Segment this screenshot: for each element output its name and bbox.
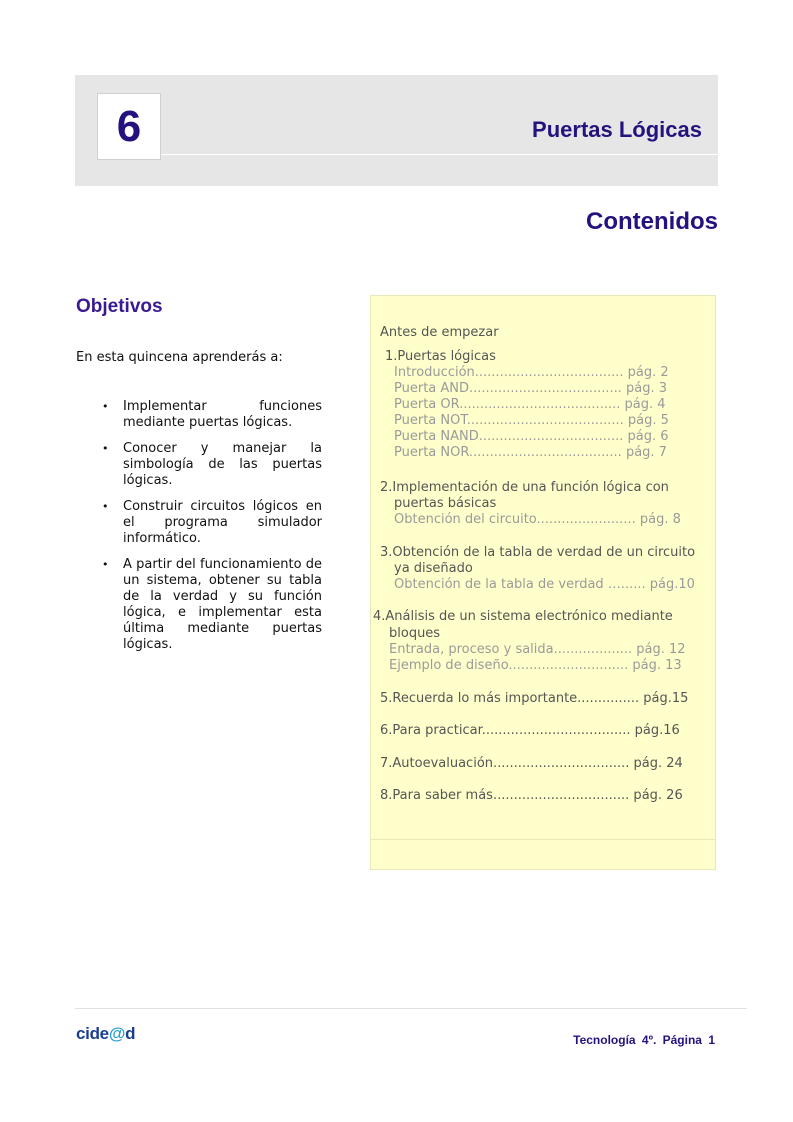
toc-entry-before-start[interactable]: Antes de empezar [380,325,499,340]
toc-entry[interactable]: Puerta AND..................................... pág. 3 [394,381,668,396]
toc-section-1[interactable]: 1.Puertas lógicas [385,349,496,364]
objective-text: A partir del funcionamiento de un sistema, obtener su tabla de la verdad y su función lógica, e implementar esta última mediante puertas lógicas. [123,557,322,652]
objective-item [100,557,322,653]
bullet-icon: • [102,442,109,455]
logo-text-prefix: cide [76,1024,109,1043]
toc-section-5[interactable]: 5.Recuerda lo más importante............... pág.15 [380,691,689,706]
objectives-heading: Objetivos [76,296,163,317]
logo-text-suffix: d [125,1024,136,1043]
toc-section-4-cont: bloques [389,626,441,641]
toc-section-3-cont: ya diseñado [394,561,473,576]
unit-number: 6 [97,93,161,160]
toc-section-7[interactable]: 7.Autoevaluación................................. pág. 24 [380,756,683,771]
logo-at-icon: @ [108,1024,126,1043]
cidead-logo [76,1024,135,1044]
objective-text: Construir circuitos lógicos en el programa simulador informático. [123,499,322,546]
toc-section-2-cont: puertas básicas [394,496,497,511]
toc-entry[interactable]: Ejemplo de diseño............................. pág. 13 [389,658,682,673]
toc-divider [371,839,715,840]
objective-text: Implementar funciones mediante puertas lógicas. [123,399,322,430]
toc-section-6[interactable]: 6.Para practicar.................................... pág.16 [380,723,680,738]
toc-entry[interactable]: Introducción.................................... pág. 2 [394,365,669,380]
toc-entry[interactable]: Puerta OR....................................... pág. 4 [394,397,666,412]
toc-section-4[interactable]: 4.Análisis de un sistema electrónico mediante [373,609,673,624]
table-of-contents [370,295,716,870]
objective-item [100,399,322,431]
objective-text: Conocer y manejar la simbología de las puertas lógicas. [123,441,322,488]
objective-item [100,499,322,547]
toc-entry[interactable]: Obtención del circuito........................ pág. 8 [394,512,681,527]
unit-title: Puertas Lógicas [532,117,702,142]
objectives-intro: En esta quincena aprenderás a: [76,350,283,365]
objectives-list [100,399,322,663]
bullet-icon: • [102,500,109,513]
footer-page-label: Tecnología 4º. Página 1 [573,1033,715,1047]
toc-entry[interactable]: Entrada, proceso y salida................... pág. 12 [389,642,686,657]
toc-section-8[interactable]: 8.Para saber más................................. pág. 26 [380,788,683,803]
contents-heading: Contenidos [586,208,718,235]
toc-entry[interactable]: Puerta NOT...................................... pág. 5 [394,413,669,428]
toc-entry[interactable]: Obtención de la tabla de verdad …...... pág.10 [394,577,695,592]
objective-item [100,441,322,489]
toc-section-2[interactable]: 2.Implementación de una función lógica con [380,480,669,495]
header-divider [160,154,718,155]
bullet-icon: • [102,558,109,571]
bullet-icon: • [102,400,109,413]
toc-entry[interactable]: Puerta NAND................................... pág. 6 [394,429,669,444]
footer-divider [75,1008,747,1009]
toc-entry[interactable]: Puerta NOR..................................... pág. 7 [394,445,667,460]
toc-section-3[interactable]: 3.Obtención de la tabla de verdad de un circuito [380,545,696,560]
